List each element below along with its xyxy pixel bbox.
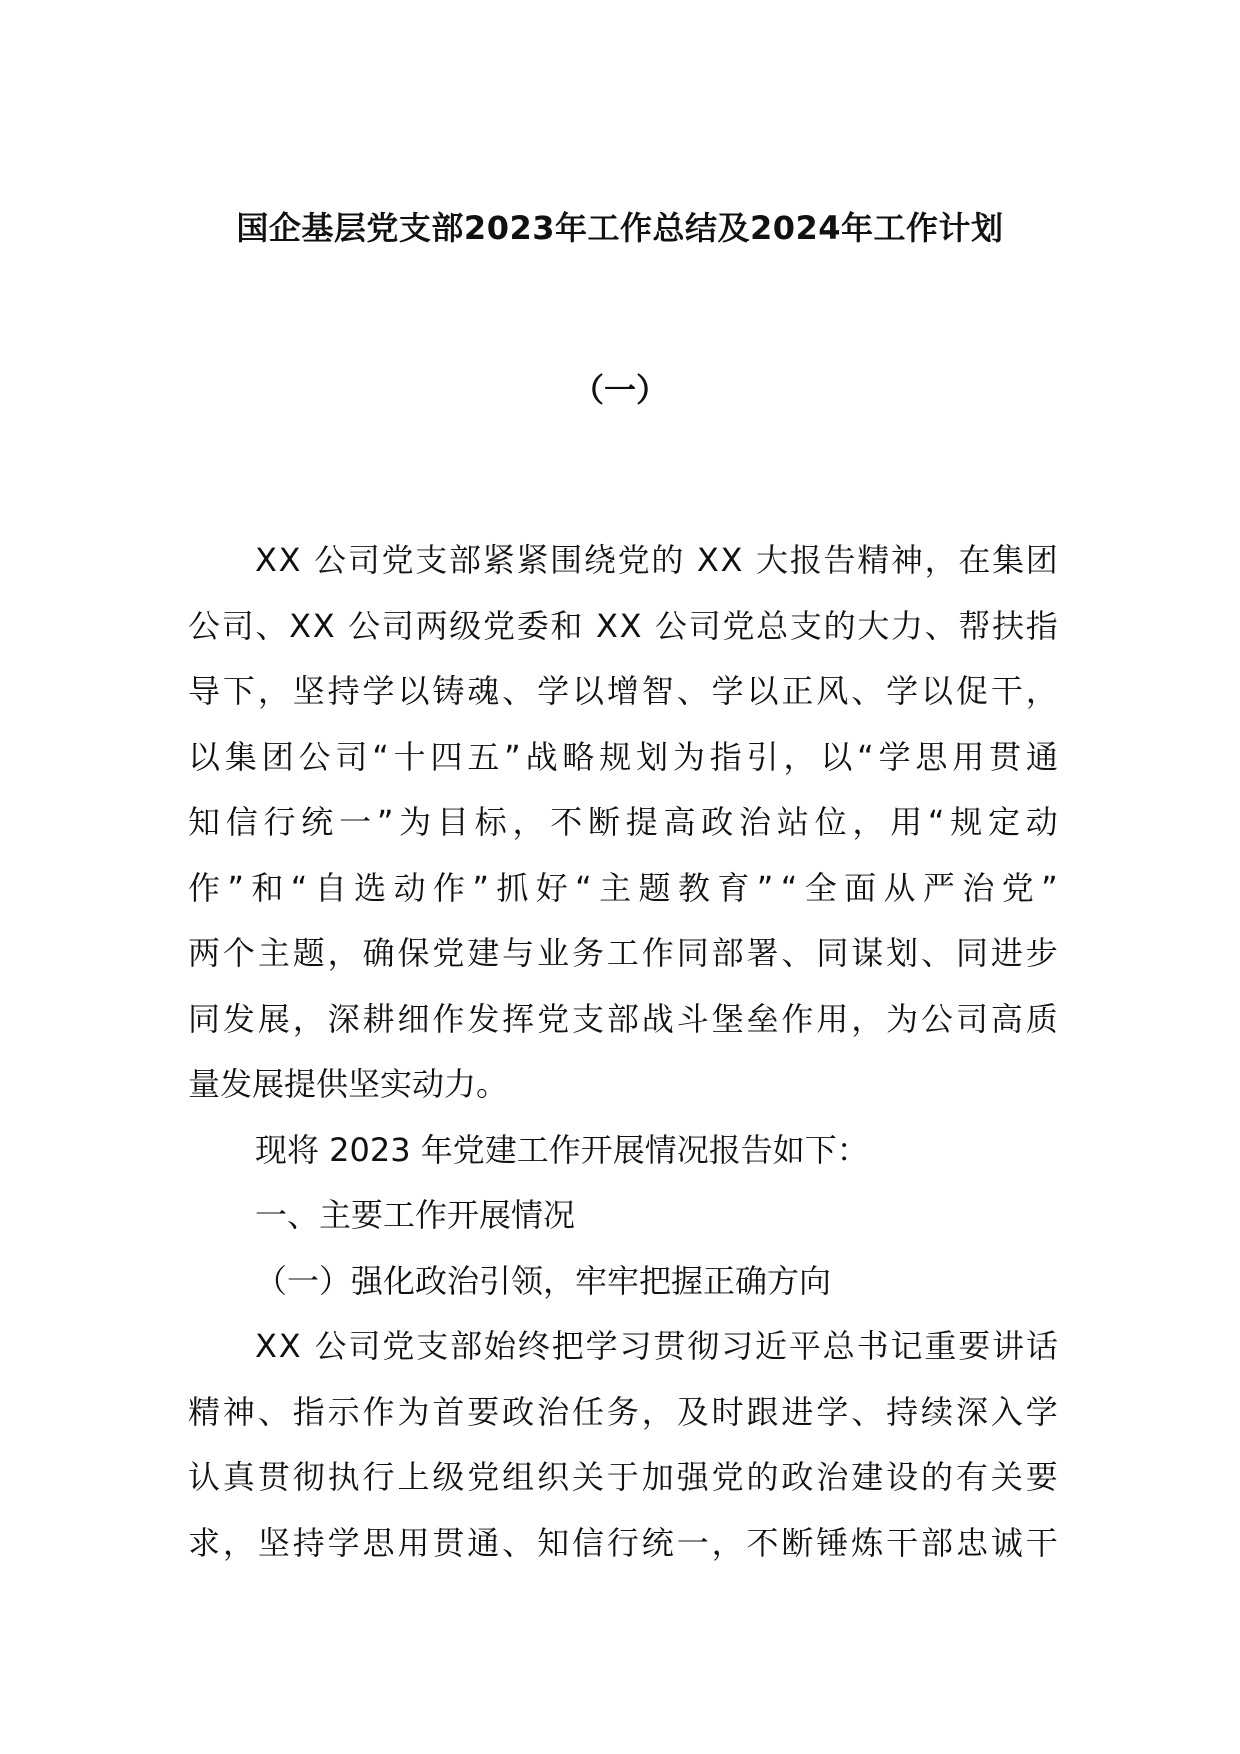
paragraph-line: 同 发 展 ， 深 耕 细 作 发 挥 党 支 部 战 斗 堡 垒 作 用 ， 为 公 司 高 质	[188, 999, 1058, 1038]
paragraph-line: 现将 2023 年党建工作开展情况报告如下：	[255, 1130, 869, 1169]
paragraph-line: 知 信 行 统 一 ” 为 目 标 ， 不 断 提 高 政 治 站 位 ， 用 “ 规 定 动	[188, 803, 1058, 841]
document-body	[188, 528, 1058, 1576]
paragraph-line: X X 公 司 党 支 部 紧 紧 围 绕 党 的 X X 大 报 告 精 神 ， 在 集 团	[255, 541, 1058, 579]
paragraph-line: 作 ” 和 “ 自 选 动 作 ” 抓 好 “ 主 题 教 育 ” “ 全 面 从 严 治 党 ”	[188, 868, 1058, 907]
paragraph-line: 以 集 团 公 司 “ 十 四 五 ” 战 略 规 划 为 指 引 ， 以 “ 学 思 用 贯 通	[188, 737, 1058, 776]
paragraph-line: 公 司 、 X X 公 司 两 级 党 委 和 X X 公 司 党 总 支 的 大 力 、 帮 扶 指	[188, 606, 1058, 645]
paragraph-line: 求 ， 坚 持 学 思 用 贯 通 、 知 信 行 统 一 ， 不 断 锤 炼 干 部 忠 诚 干	[188, 1523, 1058, 1562]
paragraph-line: 量发展提供坚实动力。	[188, 1065, 509, 1103]
paragraph-line: 导 下 ， 坚 持 学 以 铸 魂 、 学 以 增 智 、 学 以 正 风 、 学 以 促 干 ，	[188, 672, 1058, 710]
paragraph-line: 认 真 贯 彻 执 行 上 级 党 组 织 关 于 加 强 党 的 政 治 建 设 的 有 关 要	[188, 1458, 1058, 1496]
document-subtitle: （一）	[571, 371, 668, 409]
paragraph-line: 精 神 、 指 示 作 为 首 要 政 治 任 务 ， 及 时 跟 进 学 、 持 续 深 入 学	[188, 1392, 1058, 1431]
paragraph-line: X X 公 司 党 支 部 始 终 把 学 习 贯 彻 习 近 平 总 书 记 重 要 讲 话	[255, 1327, 1058, 1365]
paragraph-line: （一）强化政治引领，牢牢把握正确方向	[255, 1261, 832, 1300]
paragraph-line: 一、主要工作开展情况	[255, 1196, 576, 1234]
document-title: 国企基层党支部2023年工作总结及2024年工作计划	[236, 209, 1004, 247]
paragraph-line: 两 个 主 题 ， 确 保 党 建 与 业 务 工 作 同 部 署 、 同 谋 划 、 同 进 步	[188, 934, 1058, 972]
